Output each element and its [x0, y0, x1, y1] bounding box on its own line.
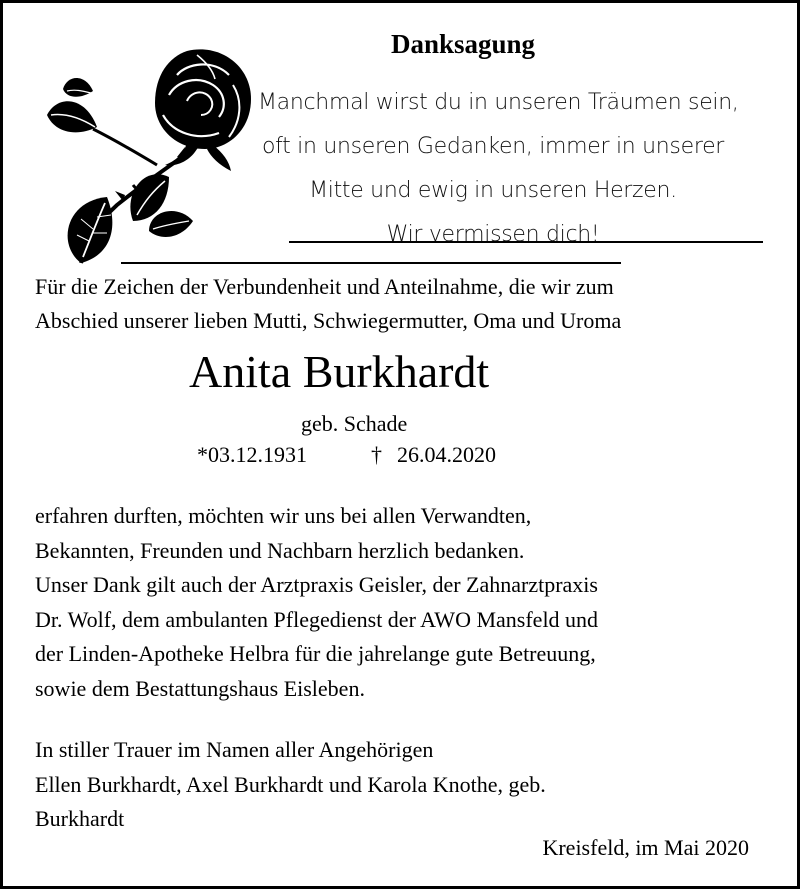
signature-block [35, 733, 795, 837]
maiden-name: geb. Schade [301, 411, 408, 436]
death-date: 26.04.2020 [397, 442, 496, 467]
poem-line: Mitte und ewig in unseren Herzen. [309, 178, 677, 203]
signature-line: Ellen Burkhardt, Axel Burkhardt und Karola Knothe, geb. [35, 771, 546, 797]
place-date: Kreisfeld, im Mai 2020 [542, 835, 749, 860]
deceased-name: Anita Burkhardt [189, 346, 490, 397]
notice-title: Danksagung [390, 29, 536, 59]
body-line: Dr. Wolf, dem ambulanten Pflegedienst der AWO Mansfeld und [35, 606, 599, 632]
poem-line: Wir vermissen dich! [386, 222, 600, 247]
signature-line: In stiller Trauer im Namen aller Angehörigen [35, 737, 434, 762]
intro-line: Abschied unserer lieben Mutti, Schwiegermutter, Oma und Uroma [35, 308, 622, 333]
body-line: sowie dem Bestattungshaus Eisleben. [35, 675, 365, 701]
birth-date: *03.12.1931 [197, 442, 307, 467]
poem-line: Manchmal wirst du in unseren Träumen sein, [258, 90, 739, 115]
body-line: Unser Dank gilt auch der Arztpraxis Geisler, der Zahnarztpraxis [35, 572, 598, 598]
divider-line [121, 262, 621, 264]
thanks-text [35, 499, 795, 707]
cross-icon: † [371, 442, 382, 467]
memorial-poem [258, 81, 739, 257]
body-line: der Linden-Apotheke Helbra für die jahrelange gute Betreuung, [35, 641, 596, 667]
rose-icon [37, 45, 257, 275]
divider-line [289, 241, 763, 243]
body-line: Bekannten, Freunden und Nachbarn herzlich bedanken. [35, 537, 525, 563]
body-line: erfahren durften, möchten wir uns bei allen Verwandten, [35, 503, 532, 528]
death-info [371, 440, 496, 470]
signature-line: Burkhardt [35, 806, 125, 832]
intro-line: Für die Zeichen der Verbundenheit und Anteilnahme, die wir zum [35, 274, 614, 299]
intro-text [35, 270, 795, 338]
poem-line: oft in unseren Gedanken, immer in unserer [261, 134, 725, 159]
